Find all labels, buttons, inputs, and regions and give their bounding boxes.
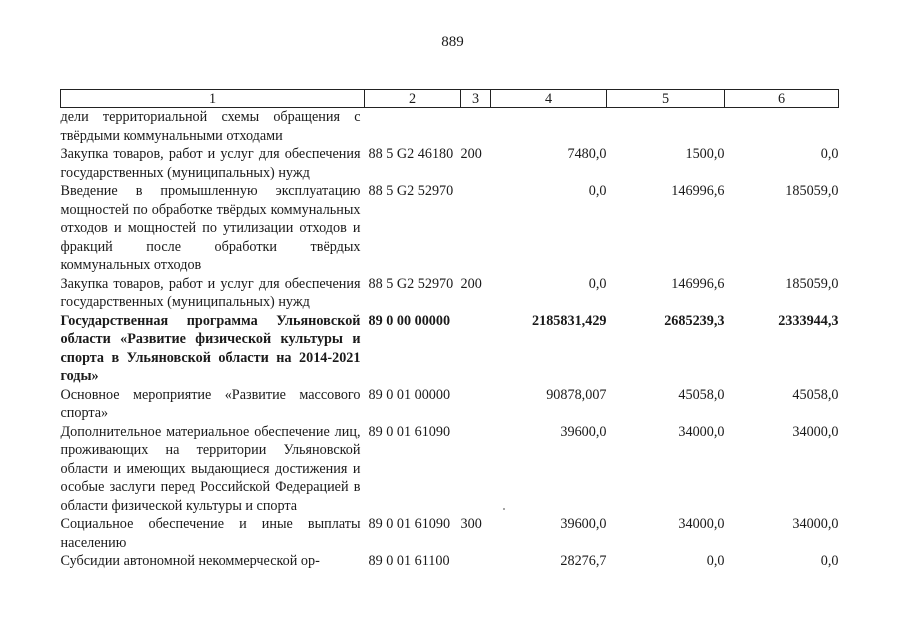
row-value-col5: 45058,0 <box>678 386 725 403</box>
row-value-col6: 34000,0 <box>792 516 839 532</box>
table-row <box>61 275 839 312</box>
row-value-col4: 28276,7 <box>560 553 607 569</box>
header-col-4: 4 <box>491 90 607 108</box>
header-col-3: 3 <box>461 90 491 108</box>
row-value-col6: 185059,0 <box>785 183 839 199</box>
header-row <box>61 90 839 108</box>
header-col-5: 5 <box>607 90 725 108</box>
row-value-col4: 0,0 <box>588 275 607 292</box>
row-value-col4: 2185831,429 <box>532 312 607 329</box>
row-value-col6: 2333944,3 <box>778 312 839 329</box>
row-expense-type: 200 <box>460 275 482 292</box>
row-value-col5: 2685239,3 <box>664 312 725 329</box>
row-code: 88 5 G2 52970 <box>368 275 454 292</box>
row-name: Дополнительное материальное обеспечение лиц, проживающих на территории Ульяновской области и имеющих выдающиеся достижения и особые заслуги перед Российской Федерацией в области физической культуры и спорта <box>60 423 361 514</box>
row-name: Государственная программа Ульяновской области «Развитие физической культуры и спорта в Ульяновской области на 2014-2021 годы» <box>60 312 361 384</box>
row-value-col6: 0,0 <box>820 553 839 569</box>
table-row <box>61 312 839 386</box>
row-value-col5: 34000,0 <box>678 423 725 440</box>
row-expense-type <box>461 552 491 571</box>
row-value-col4 <box>491 108 607 146</box>
row-value-col6: 34000,0 <box>792 423 839 440</box>
row-value-col6: 0,0 <box>820 146 839 162</box>
row-value-col5: 1500,0 <box>685 146 725 162</box>
row-code: 89 0 01 61090 <box>368 516 451 532</box>
row-value-col5 <box>607 108 725 146</box>
row-value-col5: 34000,0 <box>678 516 725 532</box>
table-body <box>61 108 839 571</box>
row-expense-type <box>461 423 491 516</box>
table-row <box>61 108 839 146</box>
table-row <box>61 386 839 423</box>
table-row <box>61 552 839 571</box>
row-name: Введение в промышленную эксплуатацию мощностей по обработке твёрдых коммунальных отходов и мощностей по утилизации отходов и фракций после обработки твёрдых коммунальных отходов <box>60 183 361 273</box>
row-code: 89 0 00 00000 <box>368 312 451 329</box>
row-expense-type <box>461 386 491 423</box>
row-name: дели территориальной схемы обращения с твёрдыми коммунальными отходами <box>60 109 361 144</box>
row-value-col6: 185059,0 <box>785 275 839 292</box>
scan-speck <box>503 508 505 510</box>
row-expense-type: 300 <box>460 516 482 532</box>
row-name: Социальное обеспечение и иные выплаты населению <box>60 516 361 551</box>
row-value-col4: 0,0 <box>588 183 607 199</box>
row-value-col5: 146996,6 <box>671 275 725 292</box>
table-row <box>61 145 839 182</box>
row-name: Закупка товаров, работ и услуг для обеспечения государственных (муниципальных) нужд <box>60 146 361 181</box>
row-code <box>365 108 461 146</box>
row-expense-type <box>461 182 491 275</box>
page-number: 889 <box>441 34 464 50</box>
row-value-col4: 7480,0 <box>567 146 607 162</box>
row-expense-type: 200 <box>460 146 482 162</box>
row-code: 89 0 01 00000 <box>368 386 451 403</box>
header-col-1: 1 <box>61 90 365 108</box>
row-value-col4: 39600,0 <box>560 423 607 440</box>
row-name: Закупка товаров, работ и услуг для обеспечения государственных (муниципальных) нужд <box>60 275 361 310</box>
row-code: 89 0 01 61090 <box>368 423 451 440</box>
row-expense-type <box>461 108 491 146</box>
row-code: 88 5 G2 46180 <box>368 146 454 162</box>
row-value-col5: 146996,6 <box>671 183 725 199</box>
row-expense-type <box>461 312 491 386</box>
row-value-col5: 0,0 <box>706 553 725 569</box>
row-value-col4: 39600,0 <box>560 516 607 532</box>
table-row <box>61 515 839 552</box>
table-header <box>61 90 839 108</box>
header-col-6: 6 <box>725 90 839 108</box>
row-value-col6: 45058,0 <box>792 386 839 403</box>
budget-table <box>60 89 839 571</box>
row-code: 88 5 G2 52970 <box>368 183 454 199</box>
row-name: Основное мероприятие «Развитие массового спорта» <box>60 386 361 421</box>
table-row <box>61 182 839 275</box>
row-name: Субсидии автономной некоммерческой ор- <box>60 553 320 569</box>
table-row <box>61 423 839 516</box>
header-col-2: 2 <box>365 90 461 108</box>
row-value-col6 <box>725 108 839 146</box>
row-code: 89 0 01 61100 <box>368 553 450 569</box>
row-value-col4: 90878,007 <box>546 386 607 403</box>
